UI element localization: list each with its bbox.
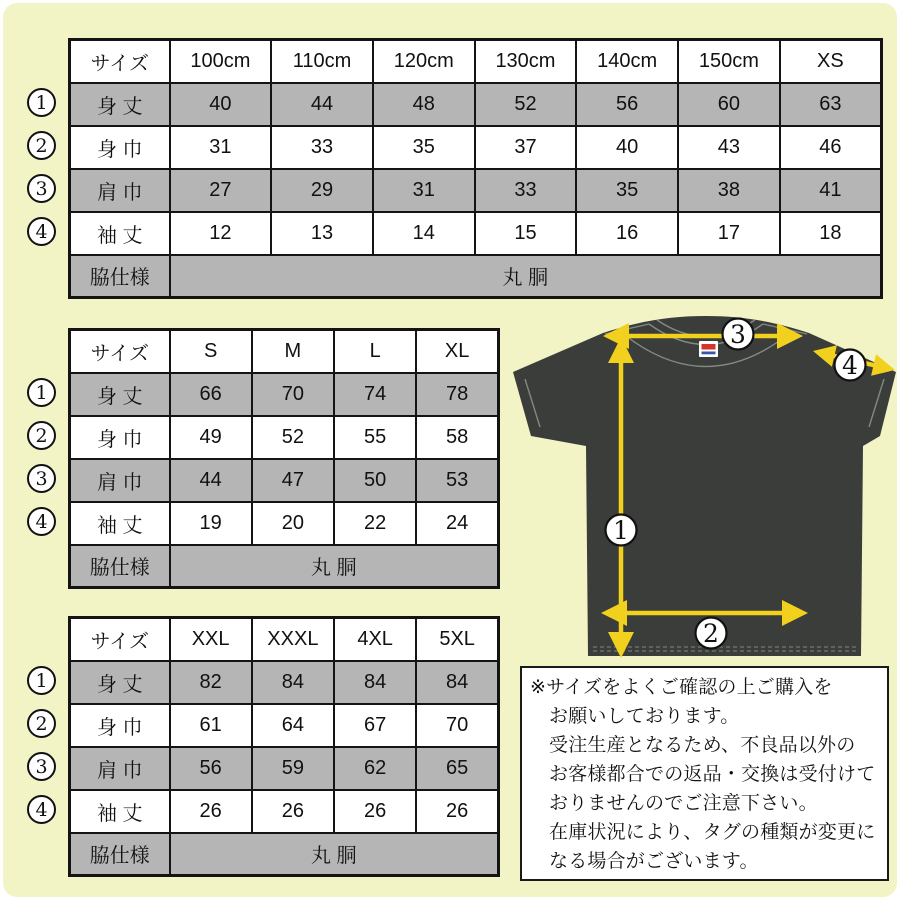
size-value-cell: 37 [475, 126, 577, 169]
row-marker-1: 1 [27, 88, 56, 117]
size-value-cell: 52 [252, 416, 334, 459]
column-header: 120cm [373, 40, 475, 83]
size-value-cell: 24 [416, 502, 498, 545]
size-value-cell: 70 [252, 373, 334, 416]
row-marker-3: 3 [27, 752, 56, 781]
size-value-cell: 29 [271, 169, 373, 212]
table-row [70, 373, 499, 416]
size-value-cell: 55 [334, 416, 416, 459]
size-value-cell: 46 [780, 126, 882, 169]
note-line: 在庫状況により、タグの種類が変更に [549, 822, 876, 843]
row-marker-2: 2 [27, 421, 56, 450]
size-value-cell: 26 [170, 790, 252, 833]
size-value-cell: 35 [576, 169, 678, 212]
row-marker-1: 1 [27, 378, 56, 407]
size-table-adult [68, 328, 500, 589]
size-value-cell: 70 [416, 704, 498, 747]
size-value-cell: 74 [334, 373, 416, 416]
size-value-cell: 62 [334, 747, 416, 790]
size-value-cell: 26 [416, 790, 498, 833]
size-value-cell: 47 [252, 459, 334, 502]
size-value-cell: 49 [170, 416, 252, 459]
column-header: XL [416, 330, 498, 373]
table-row [70, 661, 499, 704]
size-value-cell: 13 [271, 212, 373, 255]
table-row [70, 502, 499, 545]
column-header: 150cm [678, 40, 780, 83]
table-row [70, 459, 499, 502]
size-value-cell: 40 [576, 126, 678, 169]
column-header: サイズ [70, 40, 170, 83]
row-label: 袖 丈 [70, 502, 170, 545]
side-spec-cell: 丸 胴 [170, 833, 499, 876]
row-marker-4: 4 [27, 795, 56, 824]
row-label: 袖 丈 [70, 790, 170, 833]
size-value-cell: 31 [170, 126, 272, 169]
table-footer-row [70, 545, 499, 588]
column-header: 110cm [271, 40, 373, 83]
size-value-cell: 40 [170, 83, 272, 126]
tshirt-diagram [503, 303, 900, 673]
row-marker-2: 2 [27, 709, 56, 738]
size-value-cell: 20 [252, 502, 334, 545]
size-value-cell: 67 [334, 704, 416, 747]
note-line: なる場合がございます。 [549, 851, 759, 872]
size-value-cell: 19 [170, 502, 252, 545]
table-row [70, 790, 499, 833]
size-table-kids [68, 38, 883, 299]
size-value-cell: 31 [373, 169, 475, 212]
note-line: お願いしております。 [549, 706, 740, 727]
size-value-cell: 26 [252, 790, 334, 833]
marker-circle-2 [696, 618, 727, 649]
svg-text:1: 1 [613, 516, 629, 545]
row-label: 身 巾 [70, 126, 170, 169]
size-value-cell: 17 [678, 212, 780, 255]
size-value-cell: 50 [334, 459, 416, 502]
row-marker-1: 1 [27, 666, 56, 695]
purchase-note [520, 666, 889, 881]
yellow-background [3, 3, 897, 897]
size-value-cell: 14 [373, 212, 475, 255]
size-value-cell: 43 [678, 126, 780, 169]
size-value-cell: 65 [416, 747, 498, 790]
column-header: 4XL [334, 618, 416, 661]
table-footer-row [70, 833, 499, 876]
size-value-cell: 84 [252, 661, 334, 704]
row-markers-big [27, 666, 57, 838]
size-value-cell: 22 [334, 502, 416, 545]
side-spec-cell: 丸 胴 [170, 545, 499, 588]
size-value-cell: 27 [170, 169, 272, 212]
table-row [70, 126, 882, 169]
table-row [70, 169, 882, 212]
size-table-big [68, 616, 500, 877]
column-header: サイズ [70, 618, 170, 661]
row-label: 身 丈 [70, 373, 170, 416]
row-label: 肩 巾 [70, 459, 170, 502]
row-label: 袖 丈 [70, 212, 170, 255]
size-value-cell: 63 [780, 83, 882, 126]
note-line: 受注生産となるため、不良品以外の [549, 735, 856, 756]
row-marker-4: 4 [27, 507, 56, 536]
size-value-cell: 60 [678, 83, 780, 126]
note-line: お客様都合での返品・交換は受付けて [549, 764, 876, 785]
column-header: S [170, 330, 252, 373]
column-header: XXXL [252, 618, 334, 661]
row-label: 肩 巾 [70, 169, 170, 212]
row-marker-3: 3 [27, 464, 56, 493]
size-value-cell: 61 [170, 704, 252, 747]
column-header: 130cm [475, 40, 577, 83]
row-label: 身 丈 [70, 661, 170, 704]
size-value-cell: 44 [271, 83, 373, 126]
row-label: 身 巾 [70, 416, 170, 459]
size-value-cell: 84 [334, 661, 416, 704]
size-value-cell: 44 [170, 459, 252, 502]
column-header: 140cm [576, 40, 678, 83]
row-markers-adult [27, 378, 57, 550]
row-label: 肩 巾 [70, 747, 170, 790]
column-header: XS [780, 40, 882, 83]
size-value-cell: 82 [170, 661, 252, 704]
row-marker-2: 2 [27, 131, 56, 160]
size-value-cell: 38 [678, 169, 780, 212]
svg-text:3: 3 [730, 320, 746, 349]
svg-text:2: 2 [703, 619, 719, 648]
row-label: 脇仕様 [70, 833, 170, 876]
size-value-cell: 59 [252, 747, 334, 790]
size-value-cell: 15 [475, 212, 577, 255]
size-value-cell: 12 [170, 212, 272, 255]
size-value-cell: 33 [271, 126, 373, 169]
side-spec-cell: 丸 胴 [170, 255, 882, 298]
row-marker-4: 4 [27, 217, 56, 246]
row-label: 脇仕様 [70, 545, 170, 588]
row-label: 身 巾 [70, 704, 170, 747]
table-row [70, 704, 499, 747]
size-value-cell: 18 [780, 212, 882, 255]
column-header: 5XL [416, 618, 498, 661]
size-value-cell: 84 [416, 661, 498, 704]
row-label: 身 丈 [70, 83, 170, 126]
column-header: L [334, 330, 416, 373]
table-row [70, 83, 882, 126]
row-markers-kids [27, 88, 57, 260]
size-value-cell: 56 [170, 747, 252, 790]
size-value-cell: 26 [334, 790, 416, 833]
neck-tag-icon [699, 341, 718, 357]
column-header: XXL [170, 618, 252, 661]
table-row [70, 416, 499, 459]
marker-circle-3 [723, 319, 754, 350]
table-row [70, 747, 499, 790]
size-value-cell: 41 [780, 169, 882, 212]
size-value-cell: 58 [416, 416, 498, 459]
size-value-cell: 16 [576, 212, 678, 255]
row-marker-3: 3 [27, 174, 56, 203]
size-value-cell: 33 [475, 169, 577, 212]
table-footer-row [70, 255, 882, 298]
marker-circle-4 [835, 350, 866, 381]
size-value-cell: 64 [252, 704, 334, 747]
svg-text:4: 4 [842, 351, 858, 380]
column-header: 100cm [170, 40, 272, 83]
size-value-cell: 78 [416, 373, 498, 416]
size-value-cell: 35 [373, 126, 475, 169]
size-value-cell: 53 [416, 459, 498, 502]
table-row [70, 212, 882, 255]
note-line: ※サイズをよくご確認の上ご購入を [530, 677, 833, 698]
column-header: M [252, 330, 334, 373]
marker-circle-1 [606, 515, 637, 546]
note-line: おりませんのでご注意下さい。 [549, 793, 818, 814]
size-value-cell: 66 [170, 373, 252, 416]
size-value-cell: 48 [373, 83, 475, 126]
row-label: 脇仕様 [70, 255, 170, 298]
size-value-cell: 52 [475, 83, 577, 126]
column-header: サイズ [70, 330, 170, 373]
size-value-cell: 56 [576, 83, 678, 126]
